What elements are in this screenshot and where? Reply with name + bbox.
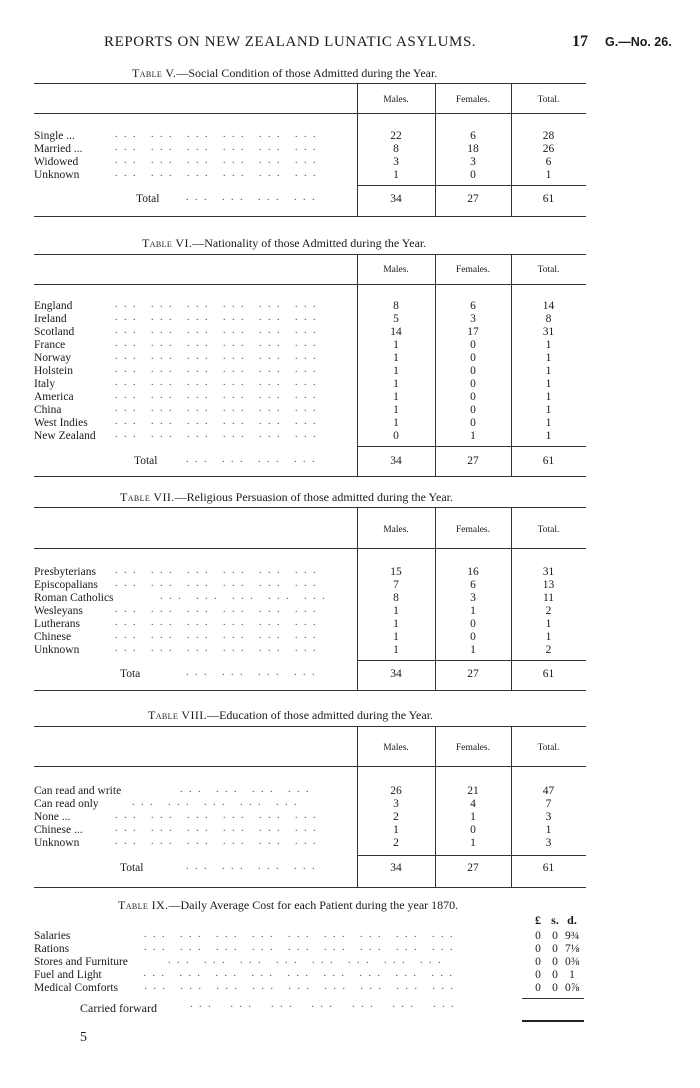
- table7-bottom-rule: [34, 690, 586, 691]
- total-value: 1: [545, 824, 552, 836]
- leader-dots: . . . . . . . . . . . . . . . . . . . . . . . . . . .: [108, 942, 455, 953]
- males-value: 1: [393, 339, 399, 351]
- table7-col-females: Females.: [455, 525, 491, 535]
- table6-head-rule: [34, 284, 586, 285]
- total-value: 1: [545, 404, 552, 416]
- total-value: 1: [545, 417, 552, 429]
- row-label: Italy: [34, 378, 56, 390]
- leader-dots: . . . . . . . . . . . . . . . . . . . . . . . . . . .: [140, 981, 455, 992]
- table-row: [0, 811, 700, 824]
- table6-col-males: Males.: [383, 265, 409, 275]
- females-value: 3: [470, 313, 476, 325]
- males-value: 1: [393, 391, 399, 403]
- total-value: 8: [545, 313, 552, 325]
- leader-dots: . . . . . . . . . . . .: [186, 667, 317, 678]
- leader-dots: . . . . . . . . . . . . . . . . . .: [115, 565, 318, 576]
- females-value: 6: [470, 130, 476, 142]
- leader-dots: . . . . . . . . . . . . . . . . . .: [115, 142, 318, 153]
- pounds-heading: £: [535, 913, 541, 927]
- row-label: Scotland: [34, 326, 75, 338]
- total-value: 26: [542, 143, 555, 155]
- row-label: Roman Catholics: [34, 592, 114, 604]
- females-value: 1: [470, 430, 476, 442]
- pounds-value: 0: [535, 943, 541, 955]
- leader-dots: . . . . . . . . . . . . . . . . . . . . .: [190, 999, 456, 1010]
- pence-value: 9¾: [565, 930, 580, 942]
- table5-title: —Social Condition of those Admitted during the Year.: [176, 66, 438, 80]
- males-value: 7: [393, 579, 399, 591]
- row-label: Episcopalians: [34, 579, 98, 591]
- row-label: New Zealand: [34, 430, 96, 442]
- table5-caption: [132, 66, 437, 81]
- leader-dots: . . . . . . . . . . . . . . . . . .: [115, 168, 318, 179]
- leader-dots: . . . . . . . . . . . . . . . . . .: [115, 617, 318, 628]
- total-label: Total: [120, 862, 144, 874]
- table5-col-males: Males.: [383, 95, 409, 105]
- table8-sum-rule: [357, 855, 586, 856]
- table8-top-rule: [34, 726, 586, 727]
- total-value: 47: [542, 785, 555, 797]
- table8-title: —Education of those admitted during the Year.: [207, 708, 434, 722]
- row-label: Widowed: [34, 156, 79, 168]
- table-row: [0, 430, 700, 443]
- table8-bottom-rule: [34, 887, 586, 888]
- total-value: 1: [545, 169, 552, 181]
- table5-bottom-rule: [34, 216, 586, 217]
- total-value: 3: [545, 811, 552, 823]
- table-row: [0, 417, 700, 430]
- males-value: 1: [393, 631, 399, 643]
- males-value: 8: [393, 143, 399, 155]
- table7-col-males: Males.: [383, 525, 409, 535]
- females-value: 4: [470, 798, 476, 810]
- table5-head-rule: [34, 113, 586, 114]
- females-value: 0: [470, 618, 476, 630]
- total-value: 1: [545, 618, 552, 630]
- leader-dots: . . . . . . . . . . . . . . . . . .: [115, 403, 318, 414]
- males-total: 34: [390, 668, 402, 680]
- males-value: 3: [393, 798, 399, 810]
- total-value: 1: [545, 365, 552, 377]
- leader-dots: . . . . . . . . . . . .: [186, 192, 317, 203]
- total-value: 3: [545, 837, 552, 849]
- males-value: 8: [393, 592, 399, 604]
- table5-label: Table V.: [132, 66, 177, 80]
- table6-col-total: Total.: [537, 265, 560, 275]
- pence-value: 1: [569, 969, 575, 981]
- males-value: 1: [393, 169, 399, 181]
- table8-caption: [148, 708, 433, 723]
- row-label: Unknown: [34, 644, 80, 656]
- total-label: Total: [136, 193, 160, 205]
- grand-total: 61: [542, 193, 555, 205]
- table6-sum-rule: [357, 446, 586, 447]
- leader-dots: . . . . . . . . . . . .: [186, 861, 317, 872]
- leader-dots: . . . . . . . . . . . . . . . . . . . . . . . . . . .: [130, 968, 454, 979]
- shillings-value: 0: [552, 956, 558, 968]
- males-value: 1: [393, 644, 399, 656]
- total-label: Tota: [120, 668, 141, 680]
- table5-col-total: Total.: [537, 95, 560, 105]
- males-value: 1: [393, 417, 399, 429]
- females-total: 27: [467, 455, 479, 467]
- table6-top-rule: [34, 254, 586, 255]
- leader-dots: . . . . . . . . . . . . . . . . . .: [115, 155, 318, 166]
- table-row: [0, 824, 700, 837]
- row-label: None ...: [34, 811, 71, 823]
- page-number: 17: [572, 33, 588, 50]
- males-value: 26: [390, 785, 402, 797]
- row-label: China: [34, 404, 62, 416]
- total-value: 28: [542, 130, 555, 142]
- row-label: Can read only: [34, 798, 99, 810]
- grand-total: 61: [542, 862, 555, 874]
- table-row: [0, 326, 700, 339]
- table6-caption: [142, 236, 426, 251]
- grand-total: 61: [542, 668, 555, 680]
- shillings-value: 0: [552, 982, 558, 994]
- pence-value: 0⅞: [565, 982, 580, 994]
- cost-label: Salaries: [34, 930, 71, 942]
- total-value: 31: [542, 566, 555, 578]
- row-label: England: [34, 300, 73, 312]
- page-title: REPORTS ON NEW ZEALAND LUNATIC ASYLUMS.: [104, 34, 477, 50]
- leader-dots: . . . . . . . . . . . . . . . . . .: [115, 643, 318, 654]
- males-value: 1: [393, 378, 399, 390]
- table7-top-rule: [34, 507, 586, 508]
- leader-dots: . . . . . . . . . . . . . . . . . .: [115, 312, 318, 323]
- row-label: Wesleyans: [34, 605, 83, 617]
- leader-dots: . . . . . . . . . . . . . . . . . .: [115, 338, 318, 349]
- table-row: [0, 143, 700, 156]
- females-value: 21: [467, 785, 479, 797]
- table5-top-rule: [34, 83, 586, 84]
- leader-dots: . . . . . . . . . . . . . . . . . .: [115, 630, 318, 641]
- table-row: [0, 404, 700, 417]
- females-total: 27: [467, 193, 479, 205]
- males-value: 1: [393, 404, 399, 416]
- males-value: 3: [393, 156, 399, 168]
- males-value: 1: [393, 605, 399, 617]
- females-value: 0: [470, 631, 476, 643]
- leader-dots: . . . . . . . . . . . . . . . . . .: [115, 390, 318, 401]
- pence-value: 0⅜: [565, 956, 580, 968]
- row-label: Unknown: [34, 837, 80, 849]
- table-row: [0, 837, 700, 850]
- table9-title: —Daily Average Cost for each Patient during the year 1870.: [168, 898, 459, 912]
- females-value: 18: [467, 143, 479, 155]
- table-row: [0, 339, 700, 352]
- females-total: 27: [467, 668, 479, 680]
- leader-dots: . . . . . . . . . . . . . . . . . .: [115, 416, 318, 427]
- total-value: 6: [545, 156, 552, 168]
- females-value: 1: [470, 837, 476, 849]
- shillings-heading: s.: [551, 913, 559, 927]
- table7-col-total: Total.: [537, 525, 560, 535]
- table-total-row: [0, 193, 700, 207]
- row-label: Holstein: [34, 365, 73, 377]
- table7-caption: [120, 490, 453, 505]
- table-row: [0, 156, 700, 169]
- leader-dots: . . . . . . . . . . . .: [186, 454, 317, 465]
- pence-heading: d.: [567, 913, 577, 927]
- row-label: Can read and write: [34, 785, 122, 797]
- row-label: Unknown: [34, 169, 80, 181]
- table-row: [0, 378, 700, 391]
- row-label: Ireland: [34, 313, 67, 325]
- leader-dots: . . . . . . . . . . . . . . . . . .: [115, 578, 318, 589]
- row-label: West Indies: [34, 417, 88, 429]
- total-value: 1: [545, 352, 552, 364]
- leader-dots: . . . . . . . . . . . . . . .: [132, 797, 299, 808]
- males-value: 1: [393, 352, 399, 364]
- table5-sum-rule: [357, 185, 586, 186]
- males-value: 8: [393, 300, 399, 312]
- table8-head-rule: [34, 766, 586, 767]
- carried-forward-label: Carried forward: [80, 1001, 157, 1015]
- leader-dots: . . . . . . . . . . . . . . . . . .: [115, 836, 318, 847]
- shillings-value: 0: [552, 930, 558, 942]
- cost-label: Stores and Furniture: [34, 956, 128, 968]
- total-value: 2: [545, 605, 552, 617]
- total-value: 7: [545, 798, 552, 810]
- row-label: America: [34, 391, 74, 403]
- table9-caption: [118, 898, 458, 913]
- leader-dots: . . . . . . . . . . . . . . . . . . . . . . . .: [150, 955, 443, 966]
- females-value: 3: [470, 592, 476, 604]
- row-label: Norway: [34, 352, 72, 364]
- leader-dots: . . . . . . . . . . . . . . . . . .: [115, 810, 318, 821]
- folio-number: 5: [80, 1030, 87, 1045]
- total-value: 2: [545, 644, 552, 656]
- females-value: 0: [470, 365, 476, 377]
- leader-dots: . . . . . . . . . . . . . . . . . .: [115, 604, 318, 615]
- table-row: [0, 130, 700, 143]
- table-row: [0, 169, 700, 182]
- total-value: 31: [542, 326, 555, 338]
- leader-dots: . . . . . . . . . . . . . . . . . .: [115, 377, 318, 388]
- table6-label: Table VI.: [142, 236, 193, 250]
- cost-label: Rations: [34, 943, 70, 955]
- cost-label: Medical Comforts: [34, 982, 118, 994]
- table7-sum-rule: [357, 660, 586, 661]
- females-value: 0: [470, 339, 476, 351]
- females-value: 17: [467, 326, 479, 338]
- pounds-value: 0: [535, 969, 541, 981]
- leader-dots: . . . . . . . . . . . . . . . . . .: [115, 429, 318, 440]
- total-value: 1: [545, 631, 552, 643]
- table8-col-total: Total.: [537, 743, 560, 753]
- leader-dots: . . . . . . . . . . . . . . .: [160, 591, 327, 602]
- females-value: 6: [470, 300, 476, 312]
- table-row: [0, 313, 700, 326]
- males-value: 15: [390, 566, 402, 578]
- shillings-value: 0: [552, 969, 558, 981]
- table7-label: Table VII.: [120, 490, 175, 504]
- row-label: Presbyterians: [34, 566, 96, 578]
- table-row: [0, 391, 700, 404]
- table-row: [0, 592, 700, 605]
- table-row: [0, 605, 700, 618]
- pounds-value: 0: [535, 982, 541, 994]
- females-value: 0: [470, 169, 476, 181]
- total-value: 1: [545, 378, 552, 390]
- males-value: 0: [393, 430, 399, 442]
- leader-dots: . . . . . . . . . . . . . . . . . . . . . . . . . . .: [108, 929, 455, 940]
- males-value: 1: [393, 618, 399, 630]
- row-label: Chinese ...: [34, 824, 83, 836]
- females-value: 1: [470, 605, 476, 617]
- females-value: 0: [470, 378, 476, 390]
- table7-head-rule: [34, 548, 586, 549]
- total-label: Total: [134, 455, 158, 467]
- table-row: [0, 579, 700, 592]
- males-value: 1: [393, 824, 399, 836]
- pounds-value: 0: [535, 956, 541, 968]
- shillings-value: 0: [552, 943, 558, 955]
- table-row: [0, 618, 700, 631]
- females-value: 1: [470, 644, 476, 656]
- table6-col-females: Females.: [455, 265, 491, 275]
- table-row: [0, 300, 700, 313]
- row-label: Married ...: [34, 143, 83, 155]
- cost-rule-2: [522, 1020, 584, 1022]
- males-total: 34: [390, 862, 402, 874]
- females-value: 6: [470, 579, 476, 591]
- page-header: [0, 34, 700, 54]
- table7-title: —Religious Persuasion of those admitted during the Year.: [174, 490, 453, 504]
- leader-dots: . . . . . . . . . . . . . . . . . .: [115, 299, 318, 310]
- cost-row: [0, 982, 700, 995]
- males-value: 1: [393, 365, 399, 377]
- males-total: 34: [390, 193, 402, 205]
- females-value: 0: [470, 352, 476, 364]
- row-label: Lutherans: [34, 618, 80, 630]
- table-total-row: [0, 455, 700, 469]
- total-value: 14: [542, 300, 555, 312]
- table9-label: Table IX.: [118, 898, 169, 912]
- males-value: 14: [390, 326, 402, 338]
- table6-title: —Nationality of those Admitted during the Year.: [192, 236, 427, 250]
- total-value: 13: [542, 579, 555, 591]
- females-value: 16: [467, 566, 479, 578]
- leader-dots: . . . . . . . . . . . . . . . . . .: [115, 129, 318, 140]
- total-value: 11: [542, 592, 555, 604]
- table-row: [0, 644, 700, 657]
- table8-label: Table VIII.: [148, 708, 208, 722]
- total-value: 1: [545, 339, 552, 351]
- leader-dots: . . . . . . . . . . . . . . . . . .: [115, 364, 318, 375]
- cost-label: Fuel and Light: [34, 969, 102, 981]
- males-value: 2: [393, 811, 399, 823]
- table-total-row: [0, 862, 700, 876]
- males-value: 2: [393, 837, 399, 849]
- females-value: 1: [470, 811, 476, 823]
- females-value: 0: [470, 417, 476, 429]
- row-label: Chinese: [34, 631, 72, 643]
- grand-total: 61: [542, 455, 555, 467]
- cost-rule-1: [522, 998, 584, 999]
- leader-dots: . . . . . . . . . . . . . . . . . .: [115, 351, 318, 362]
- row-label: France: [34, 339, 66, 351]
- document-reference: G.—No. 26.: [605, 35, 672, 49]
- females-value: 0: [470, 391, 476, 403]
- females-value: 0: [470, 404, 476, 416]
- table-row: [0, 352, 700, 365]
- table-row: [0, 785, 700, 798]
- females-value: 3: [470, 156, 476, 168]
- females-value: 0: [470, 824, 476, 836]
- males-total: 34: [390, 455, 402, 467]
- leader-dots: . . . . . . . . . . . .: [180, 784, 311, 795]
- table5-col-females: Females.: [455, 95, 491, 105]
- leader-dots: . . . . . . . . . . . . . . . . . .: [115, 325, 318, 336]
- table-row: [0, 365, 700, 378]
- table6-bottom-rule: [34, 476, 586, 477]
- males-value: 5: [393, 313, 399, 325]
- pounds-value: 0: [535, 930, 541, 942]
- table-row: [0, 631, 700, 644]
- total-value: 1: [545, 430, 552, 442]
- leader-dots: . . . . . . . . . . . . . . . . . .: [115, 823, 318, 834]
- pence-value: 7⅛: [565, 943, 580, 955]
- table-row: [0, 798, 700, 811]
- table8-col-males: Males.: [383, 743, 409, 753]
- males-value: 22: [390, 130, 402, 142]
- table8-col-females: Females.: [455, 743, 491, 753]
- females-total: 27: [467, 862, 479, 874]
- row-label: Single ...: [34, 130, 75, 142]
- total-value: 1: [545, 391, 552, 403]
- table-total-row: [0, 668, 700, 682]
- table-row: [0, 566, 700, 579]
